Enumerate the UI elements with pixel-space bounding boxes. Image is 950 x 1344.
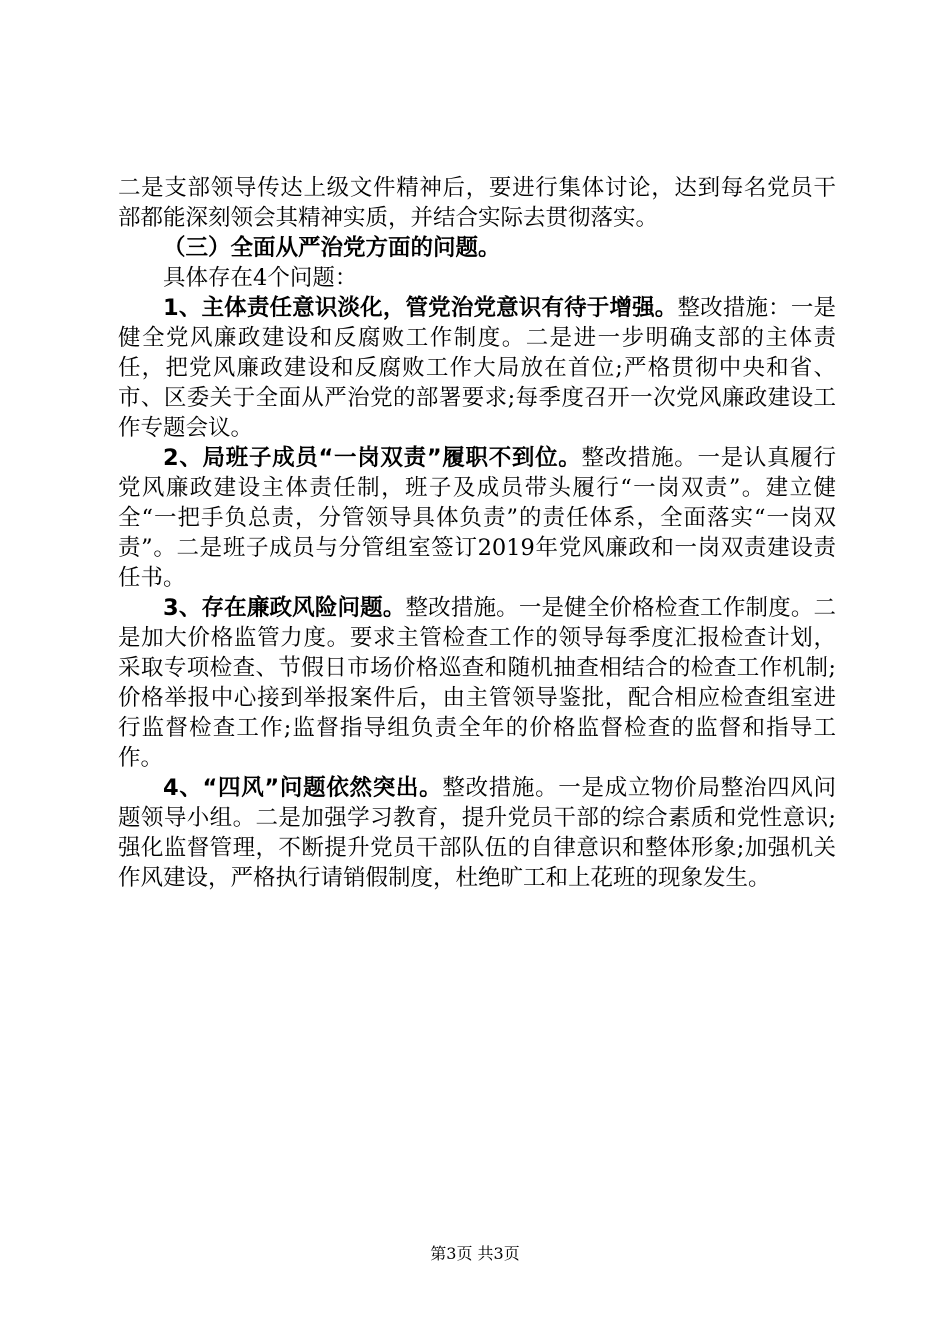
page-footer — [0, 1243, 950, 1265]
issue-body: 整改措施。一是认真履行党风廉政建设主体责任制，班子及成员带头履行“一岗双责”。建立健全“一把手负总责，分管领导具体负责”的责任体系，全面落实“一岗双责”。二是班子成员与分管组室签订2019年党风廉政和一岗双责建设责任书。 — [118, 445, 836, 591]
paragraph-continuation — [118, 173, 836, 233]
issue-heading: 2、局班子成员“一岗双责”履职不到位。 — [163, 445, 582, 471]
paragraph-intro — [118, 263, 836, 293]
issue-paragraph-4 — [118, 773, 836, 893]
paragraph-text: 具体存在4个问题： — [163, 265, 358, 291]
issue-paragraph-2 — [118, 443, 836, 593]
document-body — [118, 173, 836, 893]
section-heading — [118, 233, 836, 263]
paragraph-text: 二是支部领导传达上级文件精神后，要进行集体讨论，达到每名党员干部都能深刻领会其精神实质，并结合实际去贯彻落实。 — [118, 175, 836, 231]
issue-body: 整改措施。一是成立物价局整治四风问题领导小组。二是加强学习教育，提升党员干部的综合素质和党性意识;强化监督管理，不断提升党员干部队伍的自律意识和整体形象;加强机关作风建设，严格执行请销假制度，杜绝旷工和上花班的现象发生。 — [118, 775, 836, 891]
page-number-label: 第3页 共3页 — [430, 1244, 520, 1263]
issue-body: 整改措施：一是健全党风廉政建设和反腐败工作制度。二是进一步明确支部的主体责任，把党风廉政建设和反腐败工作大局放在首位;严格贯彻中央和省、市、区委关于全面从严治党的部署要求;每季度召开一次党风廉政建设工作专题会议。 — [118, 295, 836, 441]
issue-paragraph-1 — [118, 293, 836, 443]
issue-body: 整改措施。一是健全价格检查工作制度。二是加大价格监管力度。要求主管检查工作的领导每季度汇报检查计划，采取专项检查、节假日市场价格巡查和随机抽查相结合的检查工作机制;价格举报中心接到举报案件后，由主管领导鉴批，配合相应检查组室进行监督检查工作;监督指导组负责全年的价格监督检查的监督和指导工作。 — [118, 595, 836, 771]
issue-heading: 1、主体责任意识淡化，管党治党意识有待于增强。 — [163, 295, 678, 321]
issue-heading: 4、“四风”问题依然突出。 — [163, 775, 443, 801]
issue-heading: 3、存在廉政风险问题。 — [163, 595, 406, 621]
issue-paragraph-3 — [118, 593, 836, 773]
section-heading-text: （三）全面从严治党方面的问题。 — [163, 235, 501, 261]
